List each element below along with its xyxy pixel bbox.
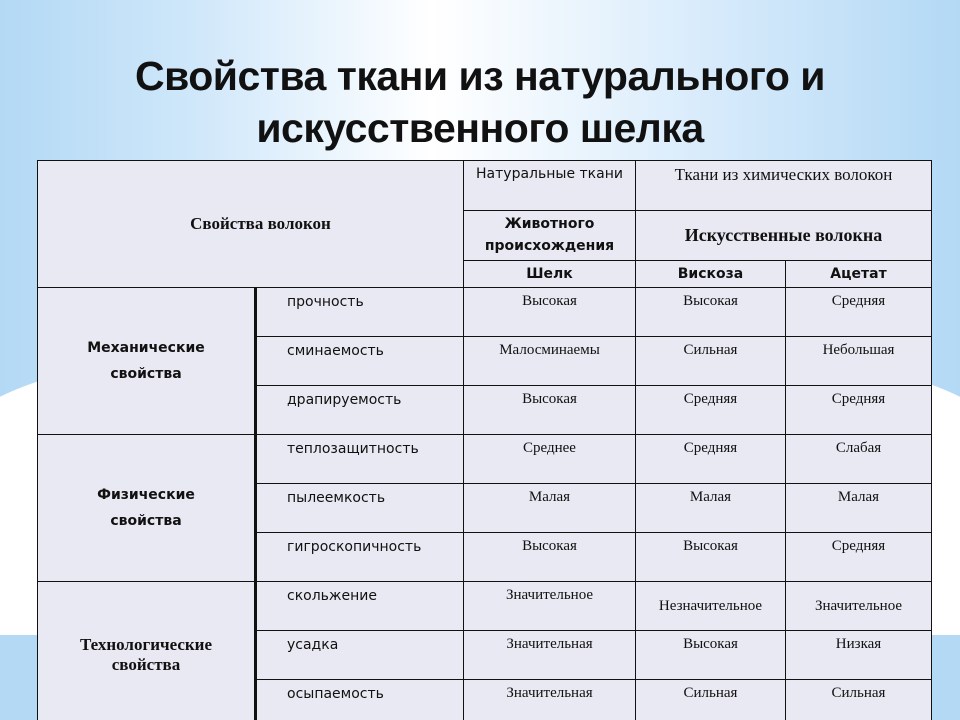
- slide-title-line-2: искусственного шелка: [256, 105, 704, 151]
- value-silk: Среднее: [464, 435, 636, 484]
- value-silk: Значительная: [464, 680, 636, 720]
- value-viscose: Высокая: [636, 533, 786, 582]
- column-header-acetate: Ацетат: [786, 261, 932, 288]
- property-label: сминаемость: [256, 337, 464, 386]
- value-acetate: Средняя: [786, 386, 932, 435]
- value-silk: Значительное: [464, 582, 636, 631]
- value-silk: Высокая: [464, 533, 636, 582]
- header-chemical-fabrics: Ткани из химических волокон: [636, 161, 932, 211]
- value-silk: Высокая: [464, 386, 636, 435]
- value-acetate: Сильная: [786, 680, 932, 720]
- slide-title-line-1: Свойства ткани из натурального и: [134, 53, 825, 99]
- property-label: драпируемость: [256, 386, 464, 435]
- header-animal-origin: Животного происхождения: [464, 211, 636, 261]
- value-viscose: Высокая: [636, 631, 786, 680]
- properties-table: [37, 160, 932, 720]
- property-label: пылеемкость: [256, 484, 464, 533]
- group-technological: [38, 582, 256, 720]
- value-viscose: Средняя: [636, 386, 786, 435]
- group-label: Технологические свойства: [79, 635, 213, 674]
- property-label: осыпаемость: [256, 680, 464, 720]
- property-label: гигроскопичность: [256, 533, 464, 582]
- value-acetate: Низкая: [786, 631, 932, 680]
- value-silk: Малосминаемы: [464, 337, 636, 386]
- value-acetate: Небольшая: [786, 337, 932, 386]
- property-label: теплозащитность: [256, 435, 464, 484]
- value-acetate: Средняя: [786, 533, 932, 582]
- value-silk: Малая: [464, 484, 636, 533]
- value-viscose: Высокая: [636, 288, 786, 337]
- slide-title: [0, 50, 960, 154]
- value-silk: Высокая: [464, 288, 636, 337]
- header-row-1: [38, 161, 932, 211]
- group-physical: [38, 435, 256, 582]
- table-row: [38, 435, 932, 484]
- value-acetate: Малая: [786, 484, 932, 533]
- value-viscose: Незначительное: [636, 582, 786, 631]
- column-header-silk: Шелк: [464, 261, 636, 288]
- group-label: Физические свойства: [97, 487, 195, 529]
- column-header-viscose: Вискоза: [636, 261, 786, 288]
- header-natural-fabrics: Натуральные ткани: [464, 161, 636, 211]
- table-row: [38, 288, 932, 337]
- value-viscose: Средняя: [636, 435, 786, 484]
- value-viscose: Сильная: [636, 337, 786, 386]
- value-acetate: Слабая: [786, 435, 932, 484]
- value-acetate: Средняя: [786, 288, 932, 337]
- value-viscose: Малая: [636, 484, 786, 533]
- property-label: усадка: [256, 631, 464, 680]
- header-artificial-fibers: Искусственные волокна: [636, 211, 932, 261]
- value-acetate: Значительное: [786, 582, 932, 631]
- group-label: Механические свойства: [87, 340, 205, 382]
- group-mechanical: [38, 288, 256, 435]
- property-label: прочность: [256, 288, 464, 337]
- property-label: скольжение: [256, 582, 464, 631]
- header-fiber-properties: Свойства волокон: [38, 161, 464, 288]
- value-viscose: Сильная: [636, 680, 786, 720]
- table-row: [38, 582, 932, 631]
- value-silk: Значительная: [464, 631, 636, 680]
